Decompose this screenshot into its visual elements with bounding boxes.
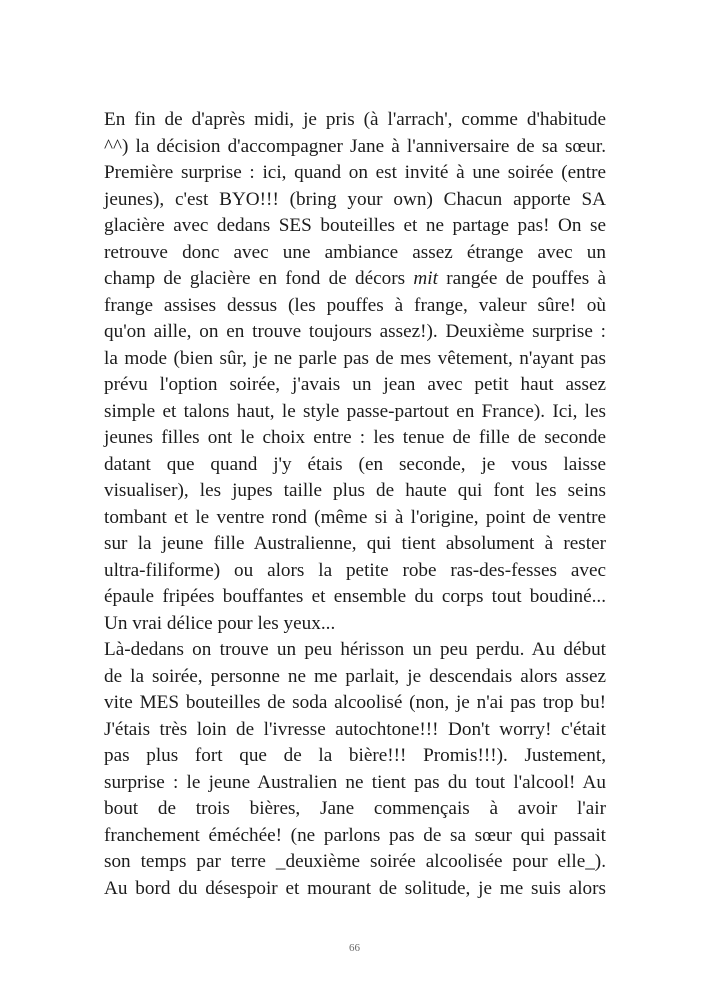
text-line: visualiser), les jupes taille plus de haute qui font les seins xyxy=(104,480,606,501)
text-line: tombant et le ventre rond (même si à l'origine, point de ventre xyxy=(104,506,606,528)
page-number: 66 xyxy=(349,942,360,954)
text-line: jeunes filles ont le choix entre : les tenue de fille de seconde xyxy=(104,427,606,448)
paragraph-2 xyxy=(104,637,606,902)
text-line: prévu l'option soirée, j'avais un jean avec petit haut assez xyxy=(104,374,606,395)
text-line: son temps par terre _deuxième soirée alcoolisée pour elle_). xyxy=(104,851,606,872)
text-line: la mode (bien sûr, je ne parle pas de mes vêtement, n'ayant pas xyxy=(104,347,606,369)
text-line: En fin de d'après midi, je pris (à l'arrach', comme d'habitude xyxy=(104,109,606,130)
text-line: de la soirée, personne ne me parlait, je descendais alors assez xyxy=(104,665,606,687)
text-line: pas plus fort que de la bière!!! Promis!!!). Justement, xyxy=(104,745,606,766)
text-segment: rangée de pouffes à xyxy=(437,268,607,289)
text-line: ultra-filiforme) ou alors la petite robe ras-des-fesses avec xyxy=(104,559,606,581)
text-line: qu'on aille, on en trouve toujours assez!). Deuxième surprise : xyxy=(104,321,606,342)
text-line: bout de trois bières, Jane commençais à avoir l'air xyxy=(104,798,606,819)
text-line: Au bord du désespoir et mourant de solitude, je me suis alors xyxy=(104,877,606,899)
text-line: surprise : le jeune Australien ne tient pas du tout l'alcool! Au xyxy=(104,771,606,793)
paragraph-1 xyxy=(104,107,606,637)
text-line: J'étais très loin de l'ivresse autochtone!!! Don't worry! c'était xyxy=(104,718,606,740)
text-line: ^^) la décision d'accompagner Jane à l'anniversaire de sa sœur. xyxy=(104,135,606,157)
text-line: vite MES bouteilles de soda alcoolisé (non, je n'ai pas trop bu! xyxy=(104,692,606,713)
text-line: glacière avec dedans SES bouteilles et ne partage pas! On se xyxy=(104,215,606,236)
body-text xyxy=(104,107,606,902)
italic-word: mit xyxy=(413,268,438,289)
text-line: épaule fripées bouffantes et ensemble du corps tout boudiné... xyxy=(104,586,606,607)
text-segment: champ de glacière en fond de décors xyxy=(104,268,414,289)
text-line: frange assises dessus (les pouffes à frange, valeur sûre! où xyxy=(104,294,606,316)
text-line: simple et talons haut, le style passe-partout en France). Ici, les xyxy=(104,400,606,422)
text-line: sur la jeune fille Australienne, qui tient absolument à rester xyxy=(104,533,606,554)
text-line: jeunes), c'est BYO!!! (bring your own) Chacun apporte SA xyxy=(104,188,606,210)
text-line: Un vrai délice pour les yeux... xyxy=(104,612,336,634)
text-line: Là-dedans on trouve un peu hérisson un peu perdu. Au début xyxy=(104,639,606,660)
text-line: Première surprise : ici, quand on est invité à une soirée (entre xyxy=(104,162,606,183)
text-line: retrouve donc avec une ambiance assez étrange avec un xyxy=(104,241,606,263)
text-line-with-italic xyxy=(104,266,606,293)
text-line: franchement éméchée! (ne parlons pas de sa sœur qui passait xyxy=(104,824,606,846)
text-line: datant que quand j'y étais (en seconde, je vous laisse xyxy=(104,453,606,475)
